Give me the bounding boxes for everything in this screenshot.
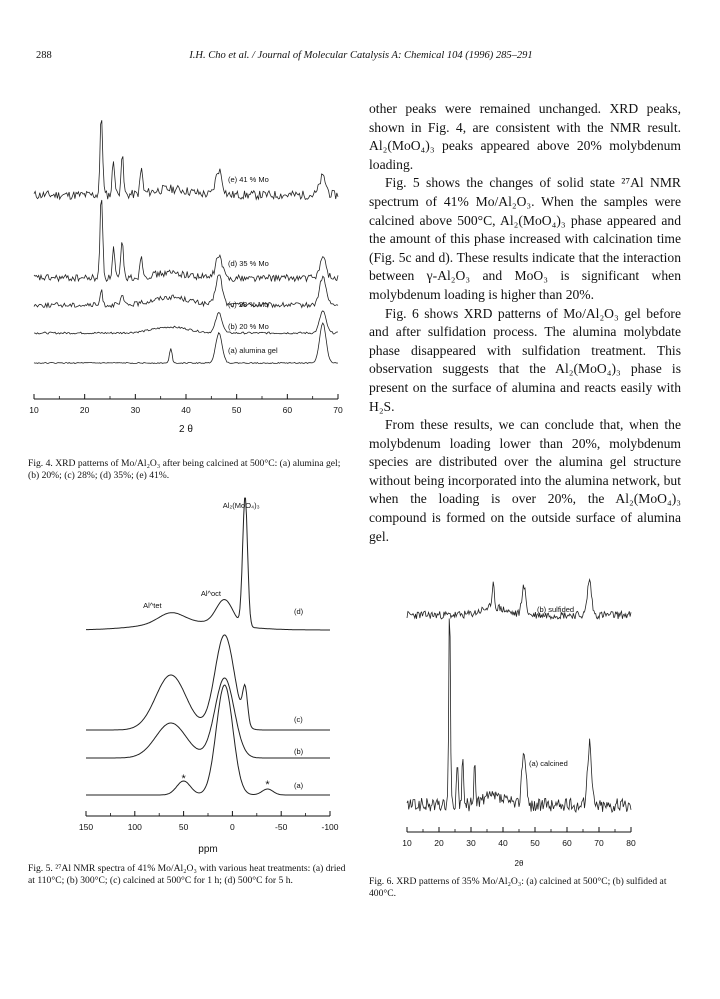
- figure-4-caption: Fig. 4. XRD patterns of Mo/Al₂O₃ after being calcined at 500°C: (a) alumina gel; (b) 20%; (c) 28%; (d) 35%; (e) 41%.: [28, 458, 341, 481]
- series-label: (a): [294, 781, 304, 790]
- series-label: (c): [294, 715, 303, 724]
- fig4-tick-label: 70: [333, 405, 343, 415]
- body-paragraph: Fig. 5 shows the changes of solid state ²⁷Al NMR spectrum of 41% Mo/Al₂O₃. When the samples were calcined above 500°C, Al₂(MoO₄)₃ phase appeared and the amount of this phase increased with calcination time (Fig. 5c and d). These results indicate that the interaction between γ-Al₂O₃ and MoO₃ is significant when molybdenum loading is higher than 20%.: [369, 175, 681, 302]
- series-label: (b) 20 % Mo: [228, 322, 269, 331]
- running-head: I.H. Cho et al. / Journal of Molecular Catalysis A: Chemical 104 (1996) 285–291: [189, 50, 533, 61]
- figure-5-caption: Fig. 5. ²⁷Al NMR spectra of 41% Mo/Al₂O₃ with various heat treatments: (a) dried at 110°C; (b) 300°C; (c) calcined at 500°C for 1 h; (d) 500°C for 5 h.: [28, 863, 346, 886]
- series-label: (a) calcined: [529, 759, 568, 768]
- fig5-tick-label: 150: [78, 822, 94, 832]
- peak-annotation-al-oct: Al^oct: [200, 589, 222, 598]
- fig6-tick-label: 40: [498, 838, 508, 848]
- series-label: (c) 28 % Mo: [228, 300, 269, 309]
- x-axis-label: ppm: [198, 844, 218, 855]
- body-text-column: [369, 100, 681, 546]
- body-paragraph: From these results, we can conclude that, when the molybdenum loading lower than 20%, molybdenum species are distributed over the alumina gel structure without being incorporated into the alumina network, but when the loading is over 20%, the Al₂(MoO₄)₃ compound is formed on the outside surface of alumina gel.: [369, 417, 681, 544]
- xrd-trace-3: [34, 311, 338, 334]
- fig4-tick-label: 60: [282, 405, 293, 415]
- xrd-trace-0: [34, 120, 338, 199]
- xrd-trace-1: [34, 200, 338, 282]
- page-number: 288: [36, 50, 52, 61]
- xrd-trace-0: [407, 580, 631, 619]
- nmr-trace-3: [86, 685, 330, 795]
- fig4-tick-label: 30: [130, 405, 141, 415]
- figure-4-xrd-chart: [28, 95, 348, 455]
- body-paragraph: other peaks were remained unchanged. XRD peaks, shown in Fig. 4, are consistent with the NMR result. Al₂(MoO₄)₃ peaks appeared above 20% molybdenum loading.: [369, 101, 681, 172]
- peak-annotation-al2moo43: Al₂(MoO₄)₃: [222, 501, 260, 510]
- series-label: (e) 41 % Mo: [228, 175, 269, 184]
- series-label: (a) alumina gel: [228, 346, 278, 355]
- x-axis-label: 2 θ: [179, 424, 193, 435]
- fig5-tick-label: -50: [275, 822, 288, 832]
- body-paragraph: Fig. 6 shows XRD patterns of Mo/Al₂O₃ gel before and after sulfidation process. The alumina molybdate phase disappeared with sulfidation treatment. This observation suggests that the Al₂(MoO₄)₃ phase is present on the surface of alumina and reacts easily with H₂S.: [369, 305, 681, 414]
- figure-6-xrd-chart: [369, 570, 684, 870]
- series-label: (d): [294, 607, 304, 616]
- fig6-tick-label: 60: [562, 838, 572, 848]
- spinning-sideband-marker: *: [265, 779, 270, 791]
- fig6-tick-label: 20: [434, 838, 444, 848]
- fig4-tick-label: 40: [181, 405, 191, 415]
- figure-6-caption: Fig. 6. XRD patterns of 35% Mo/Al₂O₃: (a) calcined at 500°C; (b) sulfided at 400°C.: [369, 876, 667, 899]
- fig6-tick-label: 70: [594, 838, 604, 848]
- fig5-tick-label: 50: [178, 822, 189, 832]
- fig6-tick-label: 50: [530, 838, 540, 848]
- fig6-tick-label: 10: [402, 838, 412, 848]
- page-header: [36, 50, 686, 68]
- peak-annotation-al-tet: Al^tet: [143, 601, 162, 610]
- spinning-sideband-marker: *: [181, 773, 186, 785]
- fig4-tick-label: 50: [231, 405, 242, 415]
- series-label: (d) 35 % Mo: [228, 259, 269, 268]
- figure-5-nmr-chart: [28, 490, 348, 860]
- x-axis-label: 2θ: [514, 859, 524, 868]
- series-label: (b) sulfided: [537, 605, 575, 614]
- series-label: (b): [294, 747, 304, 756]
- fig5-tick-label: -100: [321, 822, 339, 832]
- fig6-tick-label: 80: [626, 838, 636, 848]
- fig5-tick-label: 100: [127, 822, 142, 832]
- xrd-trace-1: [407, 619, 631, 813]
- fig5-tick-label: 0: [230, 822, 235, 832]
- fig4-tick-label: 20: [79, 405, 90, 415]
- fig6-tick-label: 30: [466, 838, 476, 848]
- fig4-tick-label: 10: [29, 405, 39, 415]
